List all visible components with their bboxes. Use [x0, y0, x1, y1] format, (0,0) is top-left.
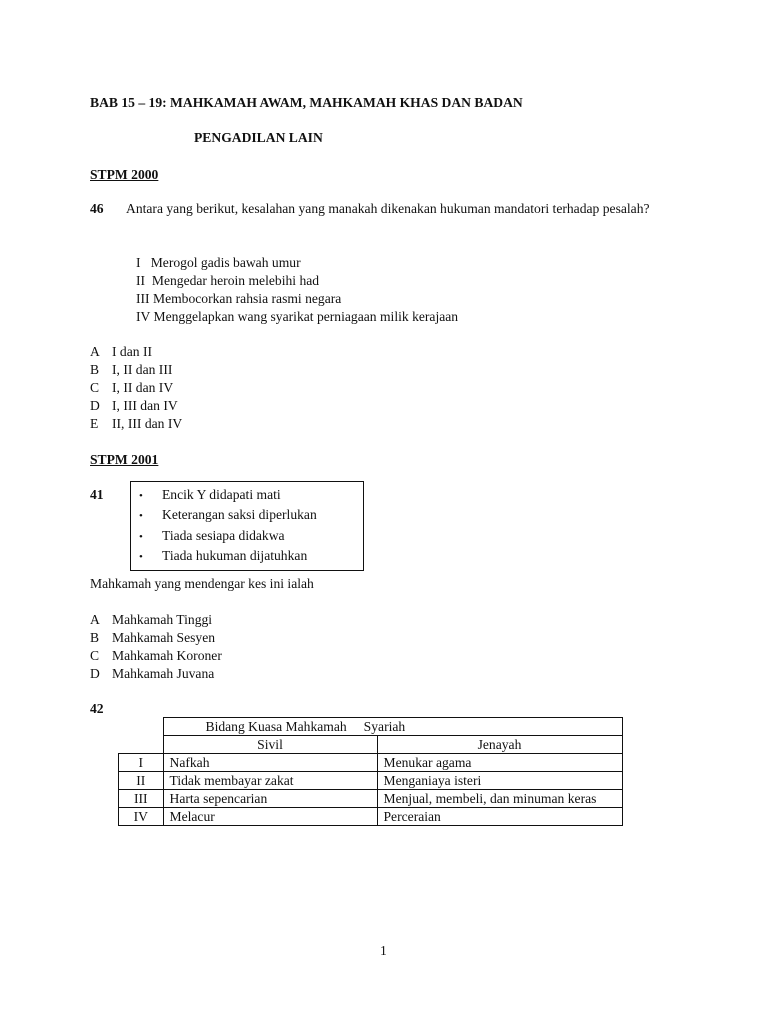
- table-row: [119, 808, 623, 826]
- question-41-stem: Mahkamah yang mendengar kes ini ialah: [90, 576, 314, 591]
- question-number-42: 42: [90, 701, 104, 716]
- table-row: [119, 772, 623, 790]
- answer-option: A I dan II: [90, 344, 153, 359]
- cell-jenayah: Menjual, membeli, dan minuman keras: [377, 790, 622, 808]
- box-item: • Tiada hukuman dijatuhkan: [139, 546, 307, 566]
- chapter-title-line2: PENGADILAN LAIN: [194, 130, 323, 145]
- bullet-icon: •: [139, 531, 143, 543]
- box-item: • Tiada sesiapa didakwa: [139, 526, 285, 546]
- bullet-icon: •: [139, 510, 143, 522]
- question-number-46: 46: [90, 201, 104, 216]
- page-number: 1: [380, 943, 387, 958]
- bullet-icon: •: [139, 490, 143, 502]
- cell-sivil: Melacur: [163, 808, 377, 826]
- answer-option: B I, II dan III: [90, 362, 173, 377]
- box-item: • Encik Y didapati mati: [139, 485, 281, 505]
- cell-sivil: Harta sepencarian: [163, 790, 377, 808]
- statement-item: II Mengedar heroin melebihi had: [136, 273, 320, 288]
- row-number: III: [119, 790, 164, 808]
- cell-jenayah: Menganiaya isteri: [377, 772, 622, 790]
- answer-option: D Mahkamah Juvana: [90, 666, 215, 681]
- bullet-icon: •: [139, 551, 143, 563]
- table-header-title: Bidang Kuasa Mahkamah Syariah: [163, 718, 622, 736]
- chapter-title-line1: BAB 15 – 19: MAHKAMAH AWAM, MAHKAMAH KHAS DAN BADAN: [90, 95, 523, 110]
- question-41-options: [90, 611, 222, 683]
- column-header-sivil: Sivil: [163, 736, 377, 754]
- answer-option: C I, II dan IV: [90, 380, 174, 395]
- question-46-statements: [136, 254, 458, 326]
- question-number-41: 41: [90, 487, 104, 502]
- cell-sivil: Nafkah: [163, 754, 377, 772]
- question-46-options: [90, 343, 182, 433]
- answer-option: D I, III dan IV: [90, 398, 178, 413]
- row-number: IV: [119, 808, 164, 826]
- statement-item: IV Menggelapkan wang syarikat perniagaan milik kerajaan: [136, 309, 459, 324]
- row-number: I: [119, 754, 164, 772]
- question-42-table: [118, 717, 623, 826]
- answer-option: E II, III dan IV: [90, 416, 183, 431]
- cell-jenayah: Menukar agama: [377, 754, 622, 772]
- statement-item: I Merogol gadis bawah umur: [136, 255, 301, 270]
- answer-option: C Mahkamah Koroner: [90, 648, 222, 663]
- table-subheader-row: [119, 736, 623, 754]
- question-41-info-box: [130, 481, 364, 571]
- table-header-row: [119, 718, 623, 736]
- box-item: • Keterangan saksi diperlukan: [139, 505, 317, 525]
- answer-option: B Mahkamah Sesyen: [90, 630, 216, 645]
- section-heading-stpm-2000: STPM 2000: [90, 167, 159, 182]
- table-row: [119, 790, 623, 808]
- cell-jenayah: Perceraian: [377, 808, 622, 826]
- row-number: II: [119, 772, 164, 790]
- statement-item: III Membocorkan rahsia rasmi negara: [136, 291, 342, 306]
- cell-sivil: Tidak membayar zakat: [163, 772, 377, 790]
- answer-option: A Mahkamah Tinggi: [90, 612, 213, 627]
- table-row: [119, 754, 623, 772]
- column-header-jenayah: Jenayah: [377, 736, 622, 754]
- section-heading-stpm-2001: STPM 2001: [90, 452, 159, 467]
- question-46-text: Antara yang berikut, kesalahan yang manakah dikenakan hukuman mandatori terhadap pesalah?: [126, 201, 650, 216]
